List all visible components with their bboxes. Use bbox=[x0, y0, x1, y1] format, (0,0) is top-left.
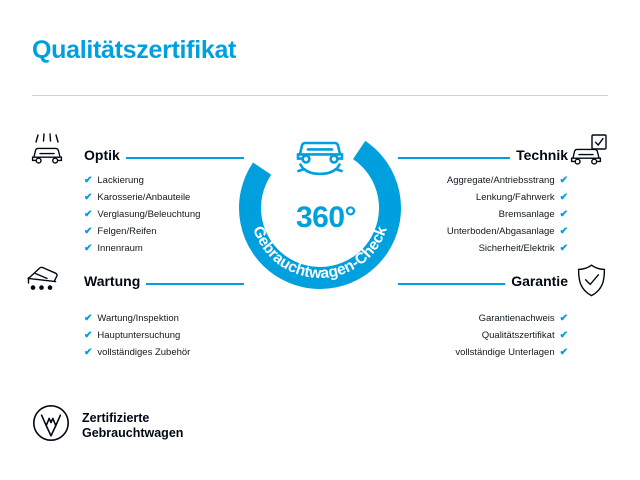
list-item-label: Bremsanlage bbox=[498, 209, 555, 220]
title-divider bbox=[32, 95, 608, 96]
check-icon: ✔ bbox=[84, 329, 93, 341]
list-item bbox=[84, 206, 244, 223]
list-item-label: Garantienachweis bbox=[478, 313, 555, 324]
list-item-label: Unterboden/Abgasanlage bbox=[446, 226, 555, 237]
check-icon: ✔ bbox=[559, 312, 568, 324]
check-icon: ✔ bbox=[559, 208, 568, 220]
list-item bbox=[398, 206, 568, 223]
check-icon: ✔ bbox=[559, 346, 568, 358]
car-checklist-icon bbox=[570, 133, 614, 172]
badge-360-value: 360° bbox=[295, 201, 357, 234]
section-garantie bbox=[398, 274, 568, 361]
list-item bbox=[84, 172, 244, 189]
list-item bbox=[84, 223, 244, 240]
badge-arc-label: Gebrauchtwagen-Check bbox=[249, 223, 391, 283]
section-items-garantie bbox=[398, 310, 568, 361]
section-title-technik: Technik bbox=[516, 147, 568, 163]
footer-line-2: Gebrauchtwagen bbox=[82, 425, 184, 440]
check-icon: ✔ bbox=[84, 346, 93, 358]
list-item-label: Lackierung bbox=[97, 175, 144, 186]
check-icon: ✔ bbox=[84, 208, 93, 220]
list-item bbox=[398, 344, 568, 361]
list-item-label: Aggregate/Antriebsstrang bbox=[446, 175, 555, 186]
check-icon: ✔ bbox=[84, 225, 93, 237]
list-item bbox=[398, 189, 568, 206]
list-item bbox=[398, 223, 568, 240]
vw-logo-icon bbox=[32, 404, 70, 447]
section-optik bbox=[84, 148, 244, 257]
section-items-wartung bbox=[84, 310, 244, 361]
list-item bbox=[398, 310, 568, 327]
list-item-label: Felgen/Reifen bbox=[97, 226, 157, 237]
list-item bbox=[398, 240, 568, 257]
list-item-label: vollständige Unterlagen bbox=[455, 347, 555, 358]
list-item bbox=[84, 240, 244, 257]
section-items-technik bbox=[398, 172, 568, 257]
check-icon: ✔ bbox=[84, 242, 93, 254]
section-title-garantie: Garantie bbox=[511, 273, 568, 289]
check-icon: ✔ bbox=[84, 191, 93, 203]
list-item bbox=[84, 327, 244, 344]
check-icon: ✔ bbox=[559, 174, 568, 186]
footer bbox=[32, 404, 183, 447]
list-item bbox=[398, 172, 568, 189]
section-title-wartung: Wartung bbox=[84, 273, 141, 289]
car-wash-icon bbox=[28, 133, 72, 172]
check-icon: ✔ bbox=[559, 191, 568, 203]
list-item bbox=[84, 189, 244, 206]
check-icon: ✔ bbox=[559, 242, 568, 254]
list-item-label: Hauptuntersuchung bbox=[97, 330, 181, 341]
list-item-label: Verglasung/Beleuchtung bbox=[97, 209, 201, 220]
list-item-label: Sicherheit/Elektrik bbox=[478, 243, 555, 254]
list-item-label: Karosserie/Anbauteile bbox=[97, 192, 191, 203]
badge-360-check bbox=[224, 112, 416, 304]
list-item bbox=[84, 310, 244, 327]
list-item bbox=[398, 327, 568, 344]
section-items-optik bbox=[84, 172, 244, 257]
section-wartung bbox=[84, 274, 244, 361]
list-item-label: Innenraum bbox=[97, 243, 143, 254]
page-title: Qualitätszertifikat bbox=[32, 36, 237, 64]
footer-text bbox=[82, 411, 183, 441]
section-title-optik: Optik bbox=[84, 147, 120, 163]
list-item-label: Lenkung/Fahrwerk bbox=[475, 192, 555, 203]
list-item-label: Qualitätszertifikat bbox=[481, 330, 555, 341]
check-icon: ✔ bbox=[84, 174, 93, 186]
list-item-label: vollständiges Zubehör bbox=[97, 347, 191, 358]
svg-text:Gebrauchtwagen-Check bbox=[249, 224, 391, 283]
check-icon: ✔ bbox=[559, 225, 568, 237]
car-lift-icon bbox=[26, 262, 72, 303]
list-item-label: Wartung/Inspektion bbox=[97, 313, 179, 324]
section-technik bbox=[398, 148, 568, 257]
check-icon: ✔ bbox=[84, 312, 93, 324]
footer-line-1: Zertifizierte bbox=[82, 410, 150, 425]
check-icon: ✔ bbox=[559, 329, 568, 341]
shield-check-icon bbox=[574, 263, 610, 304]
list-item bbox=[84, 344, 244, 361]
